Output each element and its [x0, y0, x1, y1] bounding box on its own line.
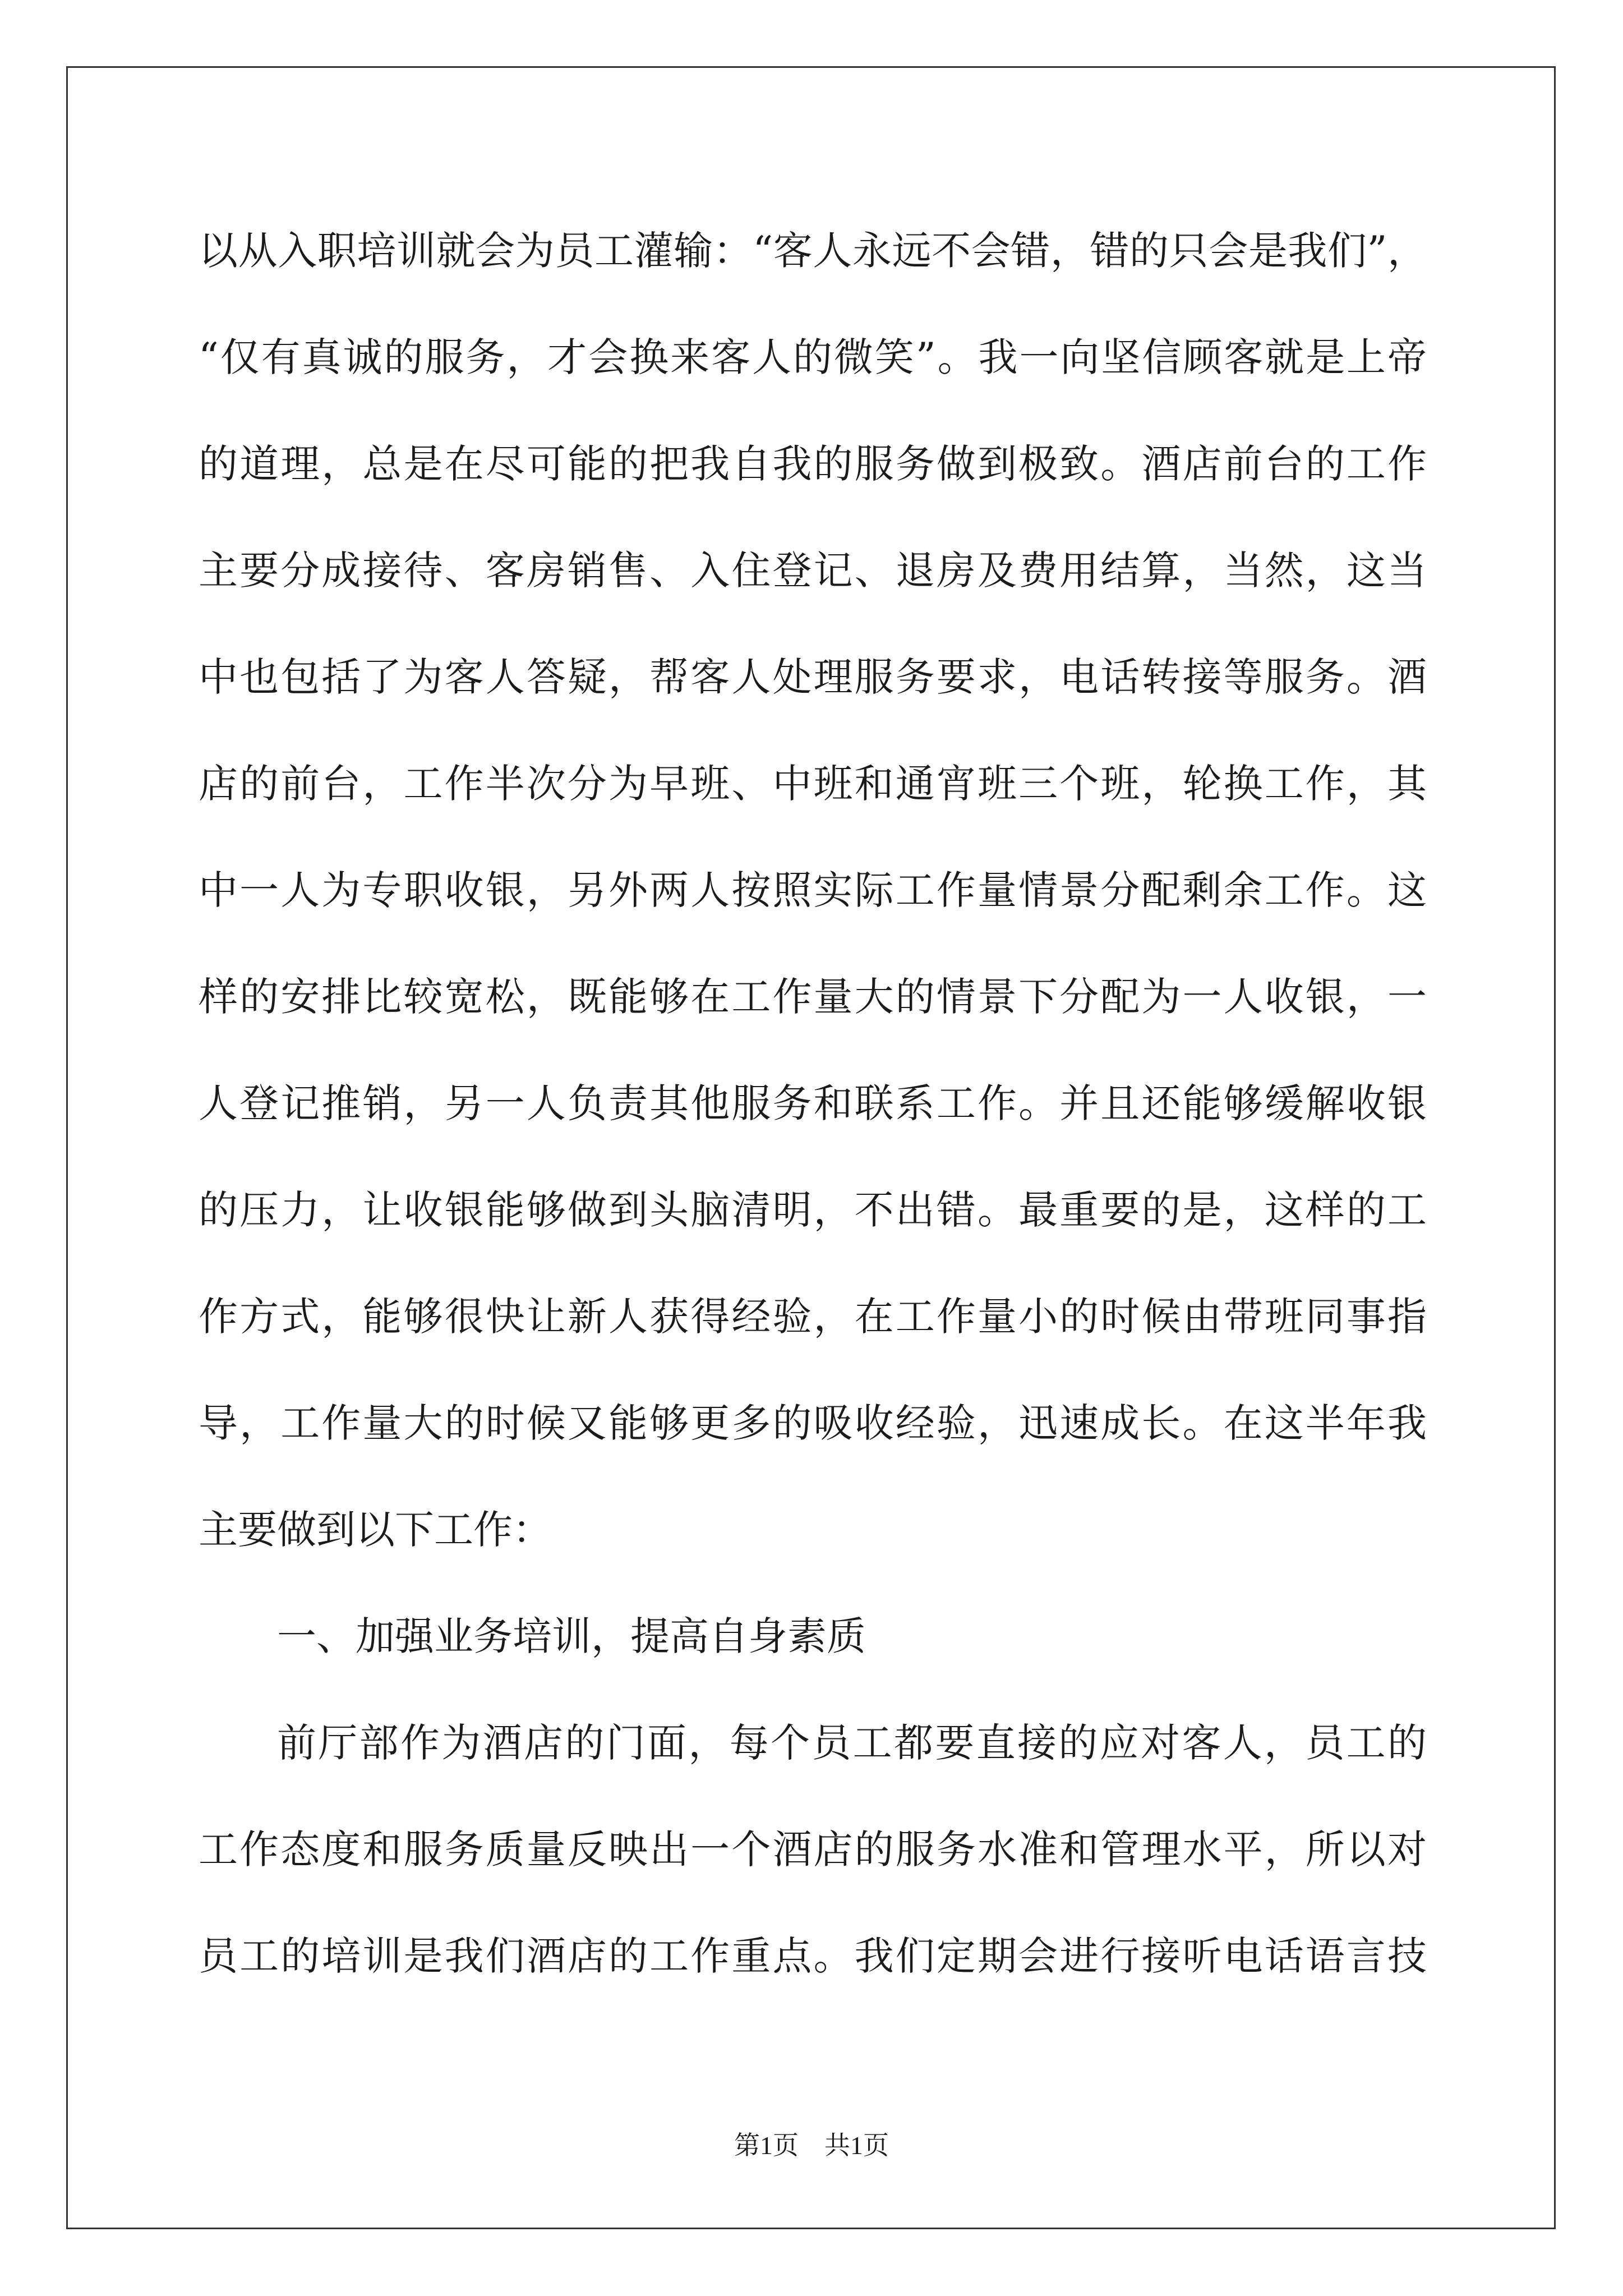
text-line-4: 主要分成接待、客房销售、入住登记、退房及费用结算，当然，这当 [199, 547, 1427, 593]
text-line-2: “仅有真诚的服务，才会换来客人的微笑”。我一向坚信顾客就是上帝 [199, 334, 1427, 380]
text-line-16: 工作态度和服务质量反映出一个酒店的服务水准和管理水平，所以对 [199, 1826, 1427, 1872]
section-heading: 一、加强业务培训，提高自身素质 [277, 1613, 866, 1659]
page-footer: 第1页 共1页 [734, 2131, 889, 2160]
text-line-7: 中一人为专职收银，另外两人按照实际工作量情景分配剩余工作。这 [199, 867, 1427, 913]
text-line-5: 中也包括了为客人答疑，帮客人处理服务要求，电话转接等服务。酒 [199, 654, 1427, 700]
text-line-12: 导，工作量大的时候又能够更多的吸收经验，迅速成长。在这半年我 [199, 1400, 1427, 1446]
text-line-13: 主要做到以下工作： [199, 1507, 552, 1553]
text-line-9: 人登记推销，另一人负责其他服务和联系工作。并且还能够缓解收银 [199, 1080, 1427, 1126]
text-line-6: 店的前台，工作半次分为早班、中班和通宵班三个班，轮换工作，其 [199, 761, 1427, 807]
text-line-17: 员工的培训是我们酒店的工作重点。我们定期会进行接听电话语言技 [199, 1933, 1427, 1979]
text-line-1: 以从入职培训就会为员工灌输：“客人永远不会错，错的只会是我们”， [199, 228, 1427, 274]
text-line-10: 的压力，让收银能够做到头脑清明，不出错。最重要的是，这样的工 [199, 1187, 1427, 1233]
text-line-8: 样的安排比较宽松，既能够在工作量大的情景下分配为一人收银，一 [199, 974, 1427, 1020]
text-line-11: 作方式，能够很快让新人获得经验，在工作量小的时候由带班同事指 [199, 1294, 1427, 1340]
text-line-3: 的道理，总是在尽可能的把我自我的服务做到极致。酒店前台的工作 [199, 441, 1427, 487]
text-line-15: 前厅部作为酒店的门面，每个员工都要直接的应对客人，员工的 [277, 1720, 1427, 1766]
document-body [199, 197, 1427, 2009]
